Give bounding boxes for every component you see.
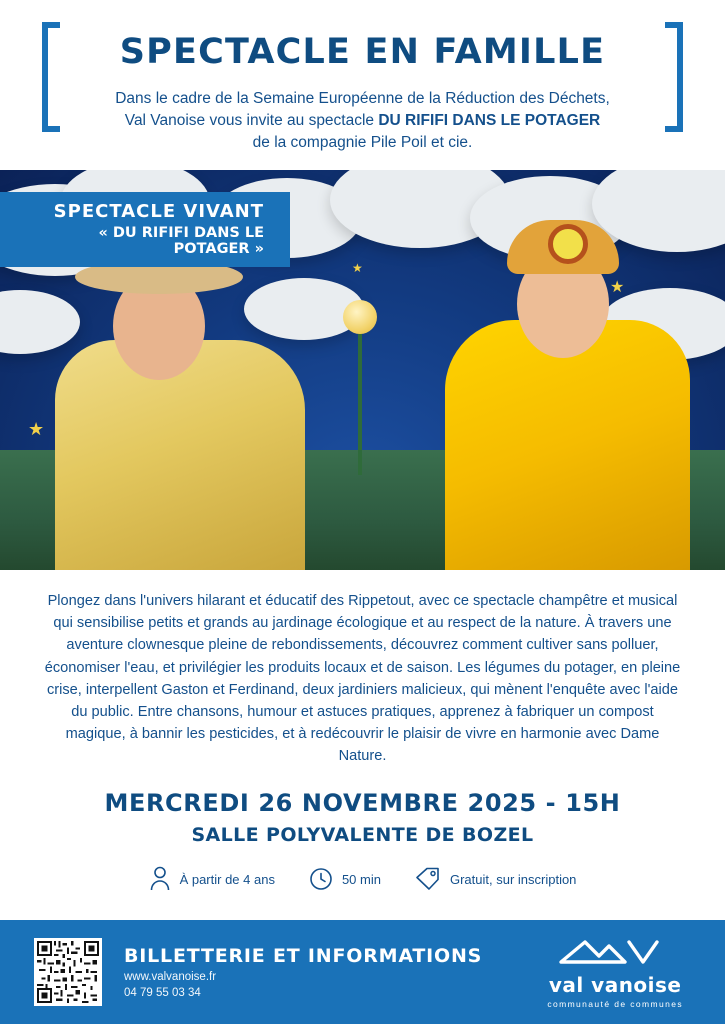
qr-code-icon[interactable] <box>34 938 102 1006</box>
tag-icon <box>415 867 441 891</box>
logo-name: val vanoise <box>548 972 682 997</box>
star-icon: ★ <box>610 279 625 296</box>
show-name-highlight: DU RIFIFI DANS LE POTAGER <box>378 112 601 129</box>
logo-subtitle: communauté de communes <box>547 998 683 1009</box>
footer-bar <box>0 920 725 1024</box>
info-label-price: Gratuit, sur inscription <box>449 871 577 887</box>
intro-line-2-prefix: Val Vanoise vous invite au spectacle <box>124 112 379 129</box>
info-label-age: À partir de 4 ans <box>179 871 275 887</box>
intro-line-2 <box>63 110 663 132</box>
performer-gaston <box>55 340 305 570</box>
show-banner <box>0 192 290 267</box>
performer-costume <box>55 340 305 570</box>
info-label-duration: 50 min <box>341 871 381 887</box>
event-info-row <box>0 866 725 908</box>
event-venue: SALLE POLYVALENTE DE BOZEL <box>191 824 534 847</box>
info-item-age <box>149 866 275 892</box>
turban-jewel-icon <box>548 224 588 264</box>
footer-phone[interactable]: 04 79 55 03 34 <box>124 987 201 999</box>
bracket-right-decoration <box>665 22 683 132</box>
star-icon: ★ <box>28 419 45 439</box>
intro-paragraph <box>63 88 663 154</box>
info-item-price <box>415 867 576 891</box>
intro-line-3: de la compagnie Pile Poil et cie. <box>252 134 473 151</box>
clock-icon <box>309 867 333 891</box>
rose-icon <box>343 300 377 334</box>
page-title: SPECTACLE EN FAMILLE <box>119 32 606 72</box>
val-vanoise-logo <box>547 936 691 1009</box>
rose-stem <box>358 325 362 475</box>
info-item-duration <box>309 867 381 891</box>
show-description: Plongez dans l'univers hilarant et éducatif des Rippetout, avec ce spectacle champêtre et musical qui sensibilise petits et grands au jardinage écologique et au respect de la nature. À travers une aventure clownesque pleine de rebondissements, découvrez comment cultiver sans polluer, économiser l'eau, et privilégier les produits locaux et de saison. Les légumes du potager, en pleine crise, interpellent Gaston et Ferdinand, deux jardiniers malicieux, qui mènent l'enquête avec l'aide du public. Entre chansons, humour et astuces pratiques, apprenez à fabriquer un compost magique, à bannir les pesticides, et à redécouvrir le plaisir de vivre en harmonie avec Dame Nature. <box>44 593 681 765</box>
footer-title: BILLETTERIE ET INFORMATIONS <box>124 945 483 967</box>
mountain-icon <box>555 955 675 972</box>
star-icon: ★ <box>352 261 363 275</box>
poster-header <box>0 0 725 170</box>
intro-line-1: Dans le cadre de la Semaine Européenne de la Réduction des Déchets, <box>115 90 610 107</box>
footer-website[interactable]: www.valvanoise.fr <box>124 971 217 983</box>
bracket-left-decoration <box>42 22 60 132</box>
person-icon <box>149 866 171 892</box>
performer-ferdinand <box>445 320 690 570</box>
footer-contact <box>124 945 547 999</box>
banner-line-2: « DU RIFIFI DANS LE POTAGER » <box>98 225 264 257</box>
show-photo <box>0 170 725 570</box>
banner-line-1: SPECTACLE VIVANT <box>53 201 264 222</box>
event-details <box>0 789 725 846</box>
event-date: MERCREDI 26 NOVEMBRE 2025 - 15H <box>104 789 621 818</box>
